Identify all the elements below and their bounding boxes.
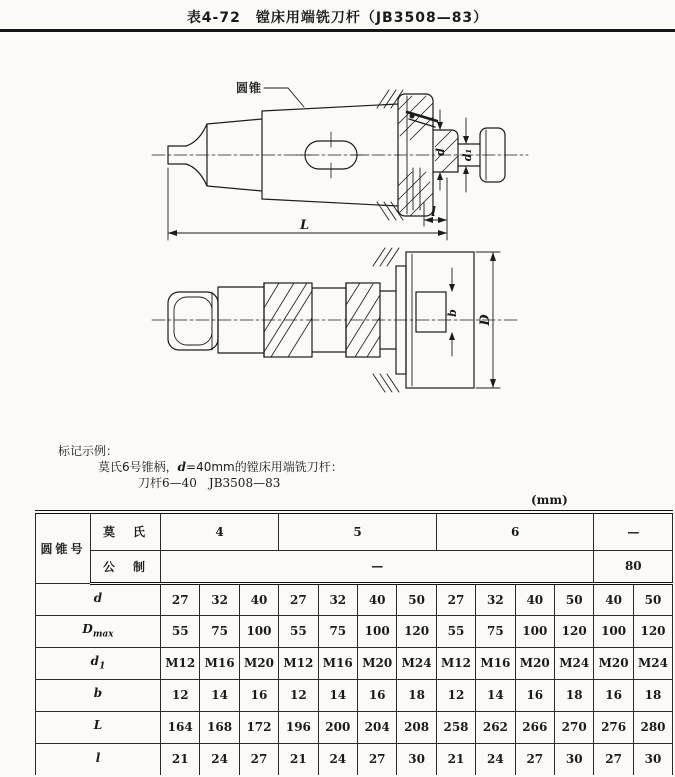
table-row-l (36, 743, 673, 775)
table-cell: M24 (633, 647, 672, 679)
support-hatch-bottom (373, 374, 399, 392)
table-header-morse-row (36, 512, 673, 550)
variable-d: d (177, 460, 187, 474)
table-cell: 27 (357, 743, 396, 775)
table-cell: 280 (633, 711, 672, 743)
table-cell: M16 (476, 647, 515, 679)
table-cell: 16 (515, 679, 554, 711)
dim-L-label: L (300, 218, 310, 233)
table-cell: 164 (161, 711, 200, 743)
table-cell: 276 (594, 711, 633, 743)
table-cell: 270 (554, 711, 593, 743)
dim-d1-label: d₁ (461, 148, 474, 162)
table-cell: 258 (436, 711, 475, 743)
marking-example-block (58, 443, 343, 491)
dim-l-label: l (431, 205, 436, 220)
table-cell: 55 (161, 615, 200, 647)
dim-b-label: b (446, 309, 459, 317)
table-row-d1 (36, 647, 673, 679)
table-cell: 30 (554, 743, 593, 775)
table-cell: 55 (279, 615, 318, 647)
unit-label: (mm) (531, 493, 568, 507)
marking-designation: 刀杆6—40 JB3508—83 (138, 476, 281, 490)
table-cell: 32 (476, 583, 515, 615)
table-cell: 100 (357, 615, 396, 647)
row-label: L (36, 711, 161, 743)
table-cell: 27 (436, 583, 475, 615)
marking-example-line: 莫氏6号锥柄，d=40mm的镗床用端铣刀杆： (98, 460, 343, 474)
row-label: $D_{max}$ (36, 615, 161, 647)
corner-cell: 圆锥号 (36, 512, 91, 583)
table-cell: 21 (279, 743, 318, 775)
title-rule (0, 29, 675, 32)
table-cell: 14 (200, 679, 239, 711)
table-cell: 208 (397, 711, 436, 743)
table-cell: M12 (161, 647, 200, 679)
table-cell: M16 (200, 647, 239, 679)
table-cell: 172 (239, 711, 278, 743)
table-cell: 40 (239, 583, 278, 615)
table-cell: M20 (594, 647, 633, 679)
morse-group-6: 6 (436, 512, 594, 550)
table-header-metric-row (36, 550, 673, 583)
table-cell: M24 (397, 647, 436, 679)
table-cell: 100 (594, 615, 633, 647)
table-cell: 16 (594, 679, 633, 711)
table-cell: 12 (161, 679, 200, 711)
table-cell: 21 (436, 743, 475, 775)
table-cell: 266 (515, 711, 554, 743)
row-label: b (36, 679, 161, 711)
table-cell: 12 (279, 679, 318, 711)
table-cell: 27 (279, 583, 318, 615)
morse-group-none: — (594, 512, 673, 550)
table-cell: 32 (318, 583, 357, 615)
row-label: d (36, 583, 161, 615)
table-cell: 30 (397, 743, 436, 775)
table-cell: 75 (200, 615, 239, 647)
dim-D-label: D (478, 314, 493, 326)
table-cell: 14 (476, 679, 515, 711)
morse-group-4: 4 (161, 512, 279, 550)
metric-80-cell: 80 (594, 550, 673, 583)
table-row-L (36, 711, 673, 743)
table-cell: M20 (239, 647, 278, 679)
morse-label-cell: 莫 氏 (91, 512, 161, 550)
table-cell: 50 (554, 583, 593, 615)
cone-leader-line (264, 88, 304, 107)
table-row-Dmax (36, 615, 673, 647)
table-cell: M20 (515, 647, 554, 679)
table-cell: 204 (357, 711, 396, 743)
table-cell: 200 (318, 711, 357, 743)
table-cell: 24 (476, 743, 515, 775)
hex-end (168, 292, 218, 350)
row-label: l (36, 743, 161, 775)
table-cell: 168 (200, 711, 239, 743)
support-hatch-top (373, 248, 399, 266)
table-cell: 18 (554, 679, 593, 711)
table-cell: 27 (239, 743, 278, 775)
table-cell: 40 (515, 583, 554, 615)
table-cell: 262 (476, 711, 515, 743)
table-cell: 30 (633, 743, 672, 775)
morse-group-5: 5 (279, 512, 437, 550)
table-cell: 18 (633, 679, 672, 711)
table-cell: 24 (200, 743, 239, 775)
table-cell: 55 (436, 615, 475, 647)
table-cell: 40 (594, 583, 633, 615)
table-cell: 196 (279, 711, 318, 743)
table-row-d (36, 583, 673, 615)
metric-dash-cell: — (161, 550, 594, 583)
table-cell: 50 (397, 583, 436, 615)
row-label: $d_1$ (36, 647, 161, 679)
table-cell: M16 (318, 647, 357, 679)
table-cell: 16 (357, 679, 396, 711)
table-cell: 27 (594, 743, 633, 775)
arbor-front-view (152, 248, 520, 392)
table-row-b (36, 679, 673, 711)
metric-label-cell: 公 制 (91, 550, 161, 583)
table-cell: 50 (633, 583, 672, 615)
table-cell: 16 (239, 679, 278, 711)
dim-d-label: d (434, 148, 447, 156)
table-cell: 100 (239, 615, 278, 647)
cone-callout-label: 圆锥 (236, 81, 263, 95)
table-cell: 120 (554, 615, 593, 647)
table-cell: 40 (357, 583, 396, 615)
table-cell: 12 (436, 679, 475, 711)
table-cell: 18 (397, 679, 436, 711)
page-title: 表4-72 镗床用端铣刀杆（JB3508—83） (186, 10, 489, 26)
drive-key (416, 292, 446, 332)
arbor-side-view (152, 88, 528, 240)
table-cell: M12 (436, 647, 475, 679)
table-cell: 120 (397, 615, 436, 647)
table-cell: 120 (633, 615, 672, 647)
table-cell: M12 (279, 647, 318, 679)
table-cell: 27 (161, 583, 200, 615)
table-cell: 75 (476, 615, 515, 647)
table-cell: 32 (200, 583, 239, 615)
table-cell: 14 (318, 679, 357, 711)
table-cell: 100 (515, 615, 554, 647)
technical-drawing (0, 46, 675, 446)
table-cell: M20 (357, 647, 396, 679)
table-cell: 21 (161, 743, 200, 775)
table-cell: M24 (554, 647, 593, 679)
table-cell: 75 (318, 615, 357, 647)
table-cell: 24 (318, 743, 357, 775)
marking-heading: 标记示例： (58, 444, 119, 458)
table-cell: 27 (515, 743, 554, 775)
spec-table (35, 510, 673, 775)
